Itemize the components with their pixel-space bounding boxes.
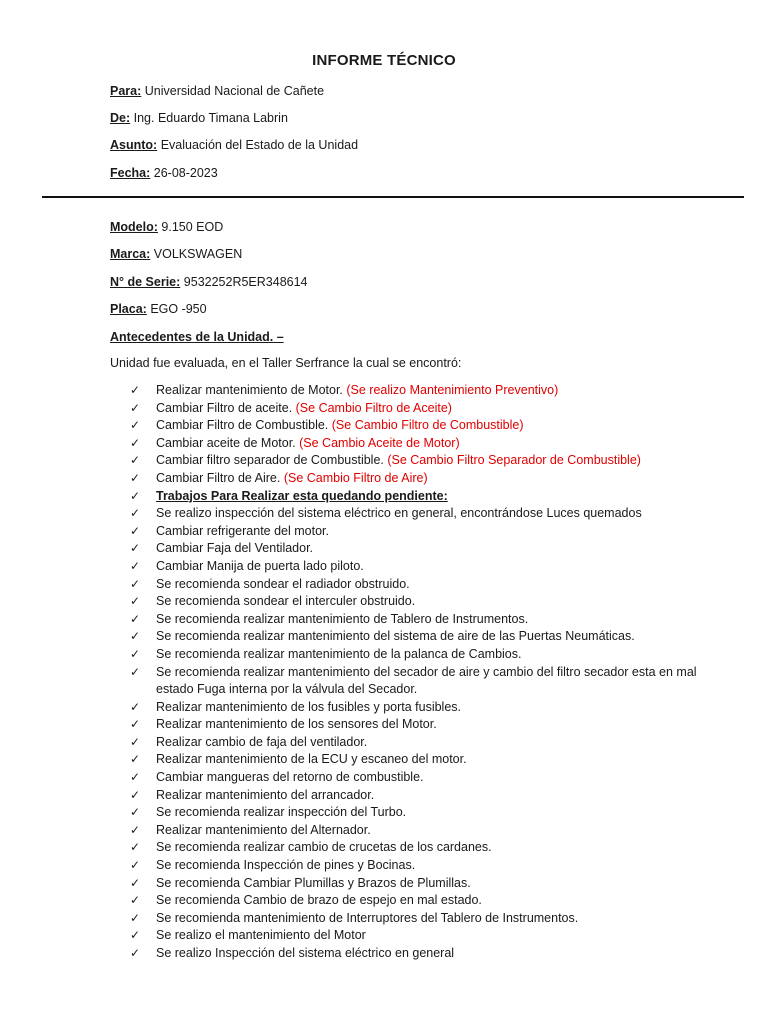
checklist-item-label: Realizar cambio de faja del ventilador. <box>156 734 368 749</box>
checklist-item <box>130 927 730 945</box>
checklist <box>130 382 730 963</box>
checklist-item-label: Realizar mantenimiento del arrancador. <box>156 787 375 802</box>
checklist-item <box>130 540 730 558</box>
field-label: Asunto: <box>110 138 158 152</box>
checklist-item-label: Cambiar Filtro de Combustible. <box>156 418 332 433</box>
checklist-item-text <box>156 540 730 558</box>
checkmark-icon: ✓ <box>130 770 141 785</box>
checklist-item <box>130 400 730 418</box>
checklist-item-label: Realizar mantenimiento de los fusibles y porta fusibles. <box>156 699 462 714</box>
field-value: 9532252R5ER348614 <box>180 275 308 289</box>
checklist-item-label: Se realizo Inspección del sistema eléctrico en general <box>156 946 455 960</box>
checklist-item-text <box>156 875 730 893</box>
checklist-item-label: Se realizo el mantenimiento del Motor <box>156 928 366 943</box>
field-para <box>110 84 324 98</box>
checklist-item <box>130 593 730 611</box>
field-value: 9.150 EOD <box>157 220 224 234</box>
field-label: Placa: <box>110 302 147 316</box>
checklist-item-label: Se recomienda Cambio de brazo de espejo en mal estado. <box>156 893 482 908</box>
checklist-item-text <box>156 892 730 910</box>
checklist-item-label: Se recomienda sondear el interculer obstruido. <box>156 594 416 609</box>
checklist-item <box>130 558 730 576</box>
checklist-item-note: (Se Cambio Filtro de Aire) <box>283 470 428 485</box>
checklist-item-label: Se recomienda realizar inspección del Turbo. <box>156 805 407 820</box>
checkmark-icon: ✓ <box>130 787 141 802</box>
checkmark-icon: ✓ <box>130 875 141 890</box>
checklist-item-note: (Se Cambio Filtro Separador de Combustible) <box>387 453 641 468</box>
checklist-item-label: Se recomienda Inspección de pines y Bocinas. <box>156 858 416 873</box>
checklist-item-text <box>156 505 730 523</box>
field-placa <box>110 302 207 316</box>
checkmark-icon: ✓ <box>130 752 141 767</box>
checklist-item <box>130 505 730 523</box>
checklist-item-text <box>156 910 730 928</box>
checklist-item-text <box>156 664 730 699</box>
checklist-item-label: Realizar mantenimiento del Alternador. <box>156 822 371 837</box>
checklist-item-text <box>156 435 730 453</box>
checklist-item-label: Cambiar Filtro de Aire. <box>156 470 284 485</box>
checklist-item <box>130 664 730 699</box>
checklist-item-label: Cambiar mangueras del retorno de combustible. <box>156 770 424 785</box>
checklist-item-label: Se recomienda mantenimiento de Interruptores del Tablero de Instrumentos. <box>156 910 579 925</box>
checkmark-icon: ✓ <box>130 435 141 450</box>
checkmark-icon: ✓ <box>130 646 141 661</box>
checklist-item-label: Trabajos Para Realizar esta quedando pendiente: <box>156 488 448 503</box>
checklist-item-text <box>156 699 730 717</box>
checklist-item <box>130 646 730 664</box>
checklist-item-label: Se recomienda realizar mantenimiento del secador de aire y cambio del filtro secador esta en mal estado Fuga interna por la válvula del Secador. <box>156 664 697 697</box>
checklist-item-label: Se recomienda sondear el radiador obstruido. <box>156 576 410 591</box>
checkmark-icon: ✓ <box>130 506 141 521</box>
checklist-item <box>130 839 730 857</box>
section-heading: Antecedentes de la Unidad. – <box>110 330 284 344</box>
checklist-item-label: Cambiar Faja del Ventilador. <box>156 541 314 556</box>
checklist-item-text <box>156 716 730 734</box>
checklist-item-label: Cambiar Manija de puerta lado piloto. <box>156 558 364 573</box>
checklist-item-note: (Se realizo Mantenimiento Preventivo) <box>346 383 559 397</box>
checklist-item-text <box>156 628 730 646</box>
checkmark-icon: ✓ <box>130 946 141 960</box>
field-label: Fecha: <box>110 166 151 180</box>
checkmark-icon: ✓ <box>130 594 141 609</box>
checklist-item-note: (Se Cambio Aceite de Motor) <box>299 435 460 450</box>
checklist-item-label: Cambiar refrigerante del motor. <box>156 523 329 538</box>
checkmark-icon: ✓ <box>130 822 141 837</box>
field-asunto <box>110 138 358 152</box>
checkmark-icon: ✓ <box>130 840 141 855</box>
checklist-item-text <box>156 400 730 418</box>
field-value: Universidad Nacional de Cañete <box>141 84 325 98</box>
checkmark-icon: ✓ <box>130 928 141 943</box>
field-value: Evaluación del Estado de la Unidad <box>157 138 359 152</box>
checklist-item <box>130 716 730 734</box>
horizontal-divider <box>42 196 744 198</box>
checkmark-icon: ✓ <box>130 383 141 397</box>
checkmark-icon: ✓ <box>130 576 141 591</box>
checklist-item-label: Realizar mantenimiento de la ECU y escaneo del motor. <box>156 752 467 767</box>
checklist-item <box>130 488 730 506</box>
checklist-item-label: Cambiar aceite de Motor. <box>156 435 300 450</box>
field-modelo <box>110 220 223 234</box>
checklist-item <box>130 628 730 646</box>
checklist-item <box>130 734 730 752</box>
checklist-item <box>130 417 730 435</box>
checklist-item-text <box>156 611 730 629</box>
checklist-item-label: Realizar mantenimiento de los sensores del Motor. <box>156 717 437 732</box>
checkmark-icon: ✓ <box>130 664 141 679</box>
checklist-item <box>130 769 730 787</box>
intro-paragraph: Unidad fue evaluada, en el Taller Serfrance la cual se encontró: <box>110 356 462 370</box>
checklist-item-text <box>156 452 730 470</box>
checklist-item-text <box>156 945 730 963</box>
checkmark-icon: ✓ <box>130 734 141 749</box>
checklist-item-text <box>156 927 730 945</box>
checkmark-icon: ✓ <box>130 893 141 908</box>
checkmark-icon: ✓ <box>130 858 141 873</box>
checklist-item-text <box>156 857 730 875</box>
checklist-item <box>130 910 730 928</box>
checkmark-icon: ✓ <box>130 541 141 556</box>
checklist-item-note: (Se Cambio Filtro de Aceite) <box>295 400 452 415</box>
field-label: Modelo: <box>110 220 158 234</box>
checklist-item-label: Se realizo inspección del sistema eléctrico en general, encontrándose Luces quemados <box>156 506 642 521</box>
checklist-item-text <box>156 593 730 611</box>
checklist-item-text <box>156 787 730 805</box>
checklist-item <box>130 470 730 488</box>
checkmark-icon: ✓ <box>130 699 141 714</box>
checklist-item-text <box>156 751 730 769</box>
checklist-item-text <box>156 382 730 400</box>
checklist-item <box>130 822 730 840</box>
checkmark-icon: ✓ <box>130 453 141 468</box>
checklist-item <box>130 699 730 717</box>
checkmark-icon: ✓ <box>130 629 141 644</box>
checklist-item-text <box>156 417 730 435</box>
checklist-item <box>130 576 730 594</box>
field-label: Para: <box>110 84 142 98</box>
checklist-item-label: Se recomienda realizar mantenimiento de Tablero de Instrumentos. <box>156 611 529 626</box>
checklist-item-text <box>156 576 730 594</box>
field-label: N° de Serie: <box>110 275 181 289</box>
checklist-item-text <box>156 804 730 822</box>
checklist-item-label: Cambiar filtro separador de Combustible. <box>156 453 388 468</box>
checklist-item-note: (Se Cambio Filtro de Combustible) <box>331 418 524 433</box>
checkmark-icon: ✓ <box>130 523 141 538</box>
document-title: INFORME TÉCNICO <box>312 52 456 69</box>
checklist-item-text <box>156 822 730 840</box>
field-value: Ing. Eduardo Timana Labrin <box>130 111 288 125</box>
checklist-item <box>130 857 730 875</box>
checkmark-icon: ✓ <box>130 470 141 485</box>
checklist-item-text <box>156 839 730 857</box>
checklist-item-label: Realizar mantenimiento de Motor. <box>156 383 347 397</box>
checklist-item-text <box>156 470 730 488</box>
checklist-item <box>130 787 730 805</box>
checklist-item <box>130 382 730 400</box>
checkmark-icon: ✓ <box>130 400 141 415</box>
field-label: Marca: <box>110 247 151 261</box>
checkmark-icon: ✓ <box>130 805 141 820</box>
field-fecha <box>110 166 218 180</box>
checklist-item-text <box>156 734 730 752</box>
checklist-item-label: Se recomienda realizar mantenimiento de la palanca de Cambios. <box>156 646 522 661</box>
checklist-item-text <box>156 488 730 506</box>
field-value: EGO -950 <box>146 302 207 316</box>
checklist-item <box>130 611 730 629</box>
checklist-item-text <box>156 558 730 576</box>
checklist-item-label: Se recomienda realizar mantenimiento del sistema de aire de las Puertas Neumáticas. <box>156 629 635 644</box>
checkmark-icon: ✓ <box>130 558 141 573</box>
checklist-item-text <box>156 769 730 787</box>
checklist-item-text <box>156 646 730 664</box>
checklist-item <box>130 875 730 893</box>
checkmark-icon: ✓ <box>130 418 141 433</box>
checklist-item-label: Se recomienda realizar cambio de crucetas de los cardanes. <box>156 840 492 855</box>
checkmark-icon: ✓ <box>130 611 141 626</box>
checkmark-icon: ✓ <box>130 910 141 925</box>
checklist-item-label: Se recomienda Cambiar Plumillas y Brazos de Plumillas. <box>156 875 471 890</box>
checkmark-icon: ✓ <box>130 717 141 732</box>
checklist-item-text <box>156 523 730 541</box>
checkmark-icon: ✓ <box>130 488 141 503</box>
checklist-item <box>130 804 730 822</box>
field-label: De: <box>110 111 131 125</box>
checklist-item <box>130 892 730 910</box>
checklist-item <box>130 751 730 769</box>
checklist-item <box>130 452 730 470</box>
checklist-item <box>130 435 730 453</box>
field-serie <box>110 275 308 289</box>
checklist-item <box>130 945 730 963</box>
field-marca <box>110 247 242 261</box>
checklist-item-label: Cambiar Filtro de aceite. <box>156 400 296 415</box>
checklist-item <box>130 523 730 541</box>
field-value: VOLKSWAGEN <box>150 247 243 261</box>
field-de <box>110 111 288 125</box>
field-value: 26-08-2023 <box>150 166 218 180</box>
